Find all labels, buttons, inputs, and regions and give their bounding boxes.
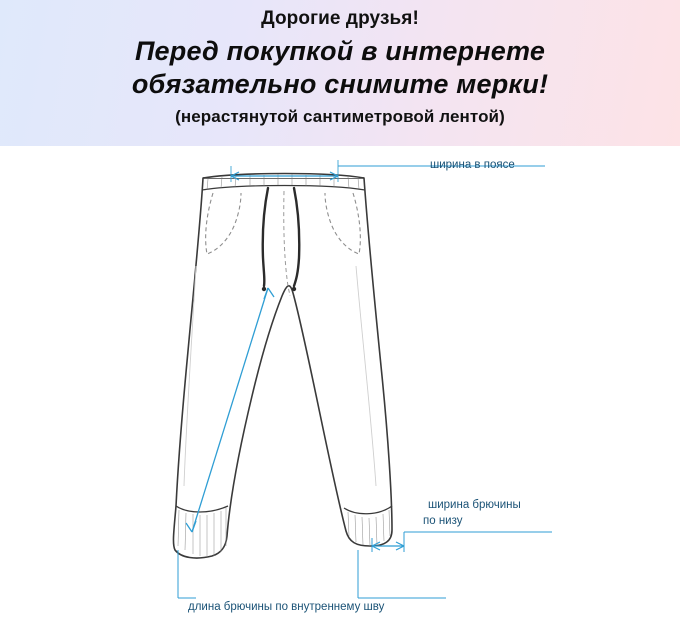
pants-drawing (0, 146, 680, 630)
annotation-hem-width-line2: по низу (423, 515, 463, 527)
banner-greeting: Дорогие друзья! (261, 8, 419, 29)
banner-headline-line1: Перед покупкой в интернете (134, 35, 546, 66)
annotation-waist-width: ширина в поясе (430, 159, 515, 171)
pants-diagram (0, 146, 680, 630)
annotation-inseam-length: длина брючины по внутреннему шву (188, 601, 385, 613)
header-banner (0, 0, 680, 146)
annotation-hem-width-line1: ширина брючины (428, 499, 521, 511)
banner-subnote: (нерастянутой сантиметровой лентой) (175, 106, 505, 126)
banner-headline (132, 35, 548, 101)
pants-outline (173, 174, 392, 559)
banner-headline-line2: обязательно снимите мерки! (131, 68, 549, 99)
